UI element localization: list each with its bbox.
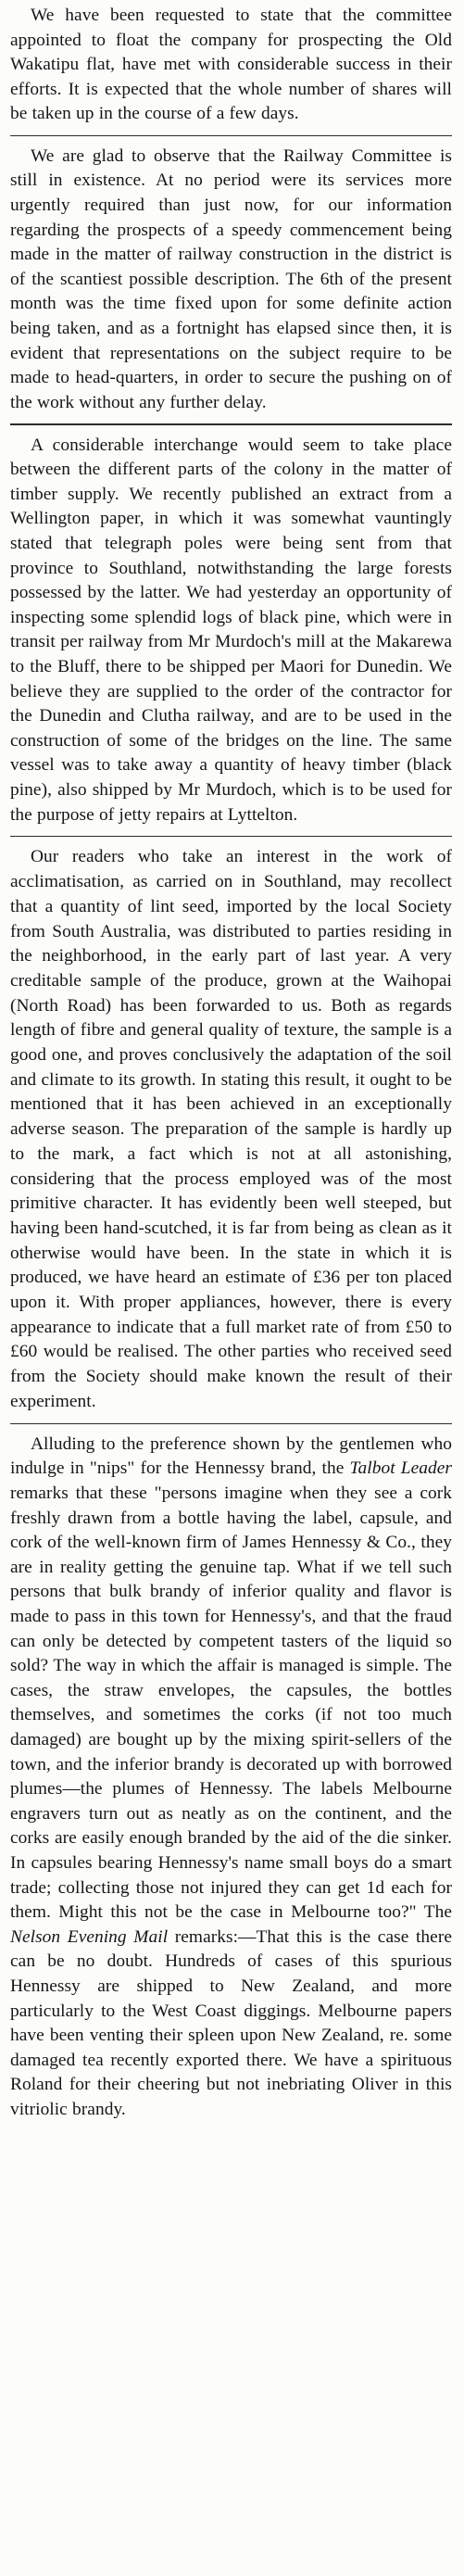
newspaper-title-talbot-leader: Talbot Leader bbox=[349, 1458, 452, 1479]
article-text-part: remarks that these "persons imagine when they see a cork freshly drawn from a bottle having the label, capsule, and cork of the well-known firm of James Hennessy & Co., they are in reality getting the genuine tap. What if we tell such persons that bulk brandy of inferior quality and flavor is made to pass in this town for Hennessy's, and that the fraud can only be detected by competent tasters of the liquid so sold? The way in which the affair is managed is simple. The cases, the straw envelopes, the capsules, the bottles themselves, and sometimes the corks (if not too much damaged) are bought up by the mixing spirit-sellers of the town, and the inferior brandy is decorated up with borrowed plumes—the plumes of Hennessy. The labels Melbourne engravers turn out as neatly as on the continent, and the corks are easily enough branded by the aid of the die sinker. In capsules bearing Hennessy's name small boys do a smart trade; collecting those not injured they can get 1d each for them. Might this not be the case in Melbourne too?" The bbox=[10, 1484, 452, 1923]
column-rule bbox=[10, 1423, 452, 1424]
newspaper-title-nelson-evening-mail: Nelson Evening Mail bbox=[10, 1926, 169, 1947]
column-rule bbox=[10, 423, 452, 424]
article-timber-supply: A considerable interchange would seem to take place between the different parts of the colony in the matter of timber supply. We recently published an extract from a Wellington paper, in which it was somewhat vauntingly stated that telegraph poles were being sent from that province to Southland, notwithstanding the large forests possessed by the latter. We had yesterday an opportunity of inspecting some splendid logs of black pine, which were in transit per railway from Mr Murdoch's mill at the Makarewa to the Bluff, there to be shipped per Maori for Dunedin. We believe they are supplied to the order of the contractor for the Dunedin and Clutha railway, and are to be used in the construction of some of the bridges on the line. The same vessel was to take away a quantity of heavy timber (black pine), also shipped by Mr Murdoch, which is to be used for the purpose of jetty repairs at Lyttelton. bbox=[10, 435, 452, 825]
article-lint-seed: Our readers who take an interest in the work of acclimatisation, as carried on in Southland, may recollect that a quantity of lint seed, imported by the local Society from South Australia, was distributed to parties residing in the neighborhood, in the early part of last year. A very creditable sample of the produce, grown at the Waihopai (North Road) has been forwarded to us. Both as regards length of fibre and general quality of texture, the sample is a good one, and proves conclusively the adaptation of the soil and climate to its growth. In stating this result, it ought to be mentioned that it has been achieved in an exceptionally adverse season. The preparation of the sample is hardly up to the mark, a fact which is not at all astonishing, considering that the process employed was of the most primitive character. It has evidently been well steeped, but having been hand-scutched, it is far from being as clean as it otherwise would have been. In the state in which it is produced, we have heard an estimate of £36 per ton placed upon it. With proper appliances, however, there is every appearance to indicate that a full market rate of from £50 to £60 would be realised. The other parties who received seed from the Society should make known the result of their experiment. bbox=[10, 847, 452, 1411]
column-rule bbox=[10, 135, 452, 136]
article-text-part: remarks:—That this is the case there can be no doubt. Hundreds of cases of this spurious Hennessy are shipped to New Zealand, and more particularly to the West Coast diggings. Melbourne papers have been venting their spleen upon New Zealand, re. some damaged tea recently exported there. We have a spirituous Roland for their cheering but not inebriating Oliver in this vitriolic brandy. bbox=[10, 1926, 452, 2119]
column-rule bbox=[10, 836, 452, 837]
article-wakatipu-company: We have been requested to state that the committee appointed to float the company for prospecting the Old Wakatipu flat, have met with considerable success in their efforts. It is expected that the whole number of shares will be taken up in the course of a few days. bbox=[10, 6, 452, 123]
article-hennessy-brandy bbox=[10, 1433, 452, 2123]
article-text-part: Alluding to the preference shown by the gentlemen who indulge in "nips" for the Hennessy brand, the bbox=[10, 1433, 452, 1479]
article-railway-committee: We are glad to observe that the Railway Committee is still in existence. At no period were its services more urgently required than just now, for our information regarding the prospects of a speedy commencement being made in the matter of railway construction in the district is of the scantiest possible description. The 6th of the present month was the time fixed upon for some definite action being taken, and as a fortnight has elapsed since then, it is evident that representations on the subject require to be made to head-quarters, in order to secure the pushing on of the work without any further delay. bbox=[10, 145, 452, 412]
